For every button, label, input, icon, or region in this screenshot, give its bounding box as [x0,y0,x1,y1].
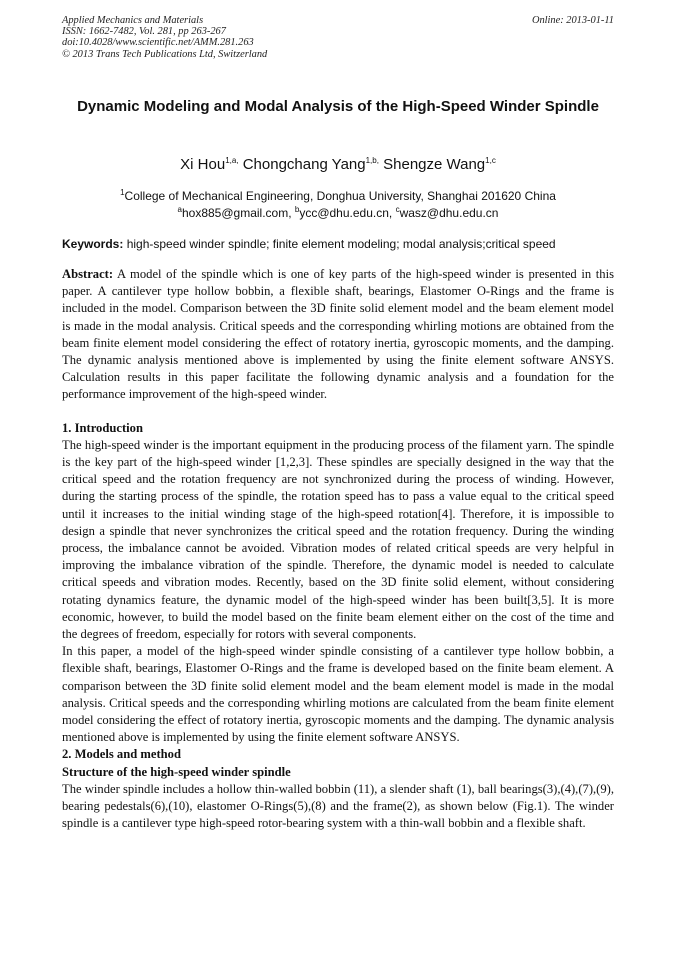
keywords-text: high-speed winder spindle; finite element modeling; modal analysis;critical speed [123,237,556,251]
intro-paragraph: The high-speed winder is the important equipment in the producing process of the filament yarn. The spindle is the key part of the high-speed winder [1,2,3]. These spindles are specially designed in the way that the critical speed and the rotation frequency are not synchronized during the process of winding. However, during the starting process of the spindle, the rotation speed has to pass a value equal to the critical speed until it increases to the initial winding stage of the high-speed rotation[4]. Therefore, it is impossible to design a spindle that never synchronizes the critical speed and the rotation frequency. During the winding process, the imbalance cannot be avoided. Vibration modes of related critical speeds are very helpful in improving the imbalance vibration of the spindle. Therefore, the dynamic model is needed to calculate critical speeds and vibration modes. Recently, based on the 3D finite solid element, without considering rotating dynamics feature, the dynamic model of the high-speed winder has been built[3,5]. It is more economic, however, to build the model based on the finite beam element either on the cost of the time and the degrees of freedom, especially for rotors with several components. [62,437,614,642]
journal-name: Applied Mechanics and Materials [62,15,204,26]
email-list [62,205,614,221]
email-address[interactable]: wasz@dhu.edu.cn [399,206,499,220]
subsection-heading-structure: Structure of the high-speed winder spindle [62,764,291,779]
email-sup: c [395,205,400,214]
author-name: Shengze Wang [383,156,486,173]
abstract-text: A model of the spindle which is one of key parts of the high-speed winder is presented in this paper. A cantilever type hollow bobbin, a flexible shaft, bearings, Elastomer O-Rings and the frame is included in the model. Comparison between the 3D finite solid element model and the beam element model is made in the modal analysis. Critical speeds and the corresponding whirling motions are obtained from the beam finite element model considering the effect of rotatory inertia, gyroscopic moments, and the damping. The dynamic analysis mentioned above is implemented by using the finite element software ANSYS. Calculation results in this paper facilitate the following dynamic analysis and a foundation for the performance improvement of the high-speed winder. [62,267,614,402]
email-sup: a [177,205,182,214]
structure-paragraph: The winder spindle includes a hollow thin-walled bobbin (11), a slender shaft (1), ball bearings(3),(4),(7),(9), bearing pedestals(6),(10), elastomer O-Rings(5),(8) and the frame(2), as shown below (Fig.1). The winder spindle is a cantilever type high-speed rotor-bearing system with a thin-wall bobbin and a flexible shaft. [62,781,614,831]
affiliation-sup: 1 [120,188,125,197]
intro-paragraph: In this paper, a model of the high-speed winder spindle consisting of a cantilever type hollow bobbin, a flexible shaft, bearings, Elastomer O-Rings and the frame is developed based on the finite beam element. A comparison between the 3D finite solid element model and the beam element model is made in the modal analysis. Critical speeds and the corresponding whirling motions are calculated from the beam finite element model considering the effect of rotatory inertia, gyroscopic moments and the damping. The dynamic analysis mentioned above is implemented by using the finite element software ANSYS. [62,644,614,745]
affiliation [62,188,614,204]
email-sup: b [294,205,300,214]
paper-body [62,266,614,833]
journal-header [62,15,614,60]
copyright-line: © 2013 Trans Tech Publications Ltd, Switzerland [62,48,268,60]
email-address[interactable]: hox885@gmail.com, [181,206,295,220]
abstract-label: Abstract: [62,267,114,281]
section-heading-introduction: 1. Introduction [62,420,143,435]
abstract [62,266,614,404]
author-name: Xi Hou [180,156,226,173]
section-heading-models: 2. Models and method [62,747,181,762]
online-date: Online: 2013-01-11 [531,15,614,26]
doi-line[interactable]: doi:10.4028/www.scientific.net/AMM.281.263 [62,37,254,49]
email-address[interactable]: ycc@dhu.edu.cn, [299,206,396,220]
paper-title: Dynamic Modeling and Modal Analysis of the High-Speed Winder Spindle [77,98,599,115]
keywords [62,236,622,252]
author-sup: 1,a, [225,156,239,165]
author-sup: 1,c [485,156,496,165]
author-sup: 1,b, [365,156,379,165]
issn-line: ISSN: 1662-7482, Vol. 281, pp 263-267 [62,26,226,38]
affiliation-text: College of Mechanical Engineering, Donghua University, Shanghai 201620 China [124,189,556,203]
author-name: Chongchang Yang [242,156,366,173]
keywords-label: Keywords: [62,237,124,251]
author-list [62,155,614,175]
